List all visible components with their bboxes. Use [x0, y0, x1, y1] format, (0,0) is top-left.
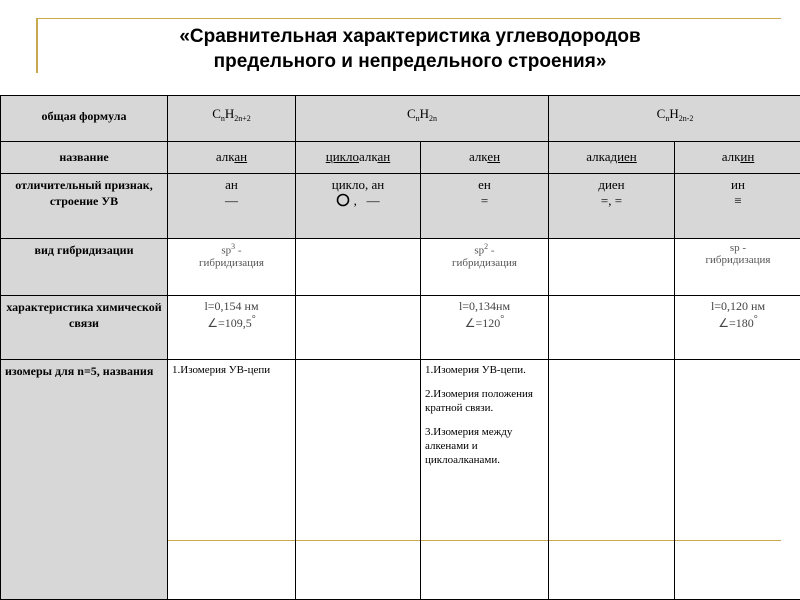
formula-alkene: $C_nH_{2n}$ [296, 96, 549, 142]
isomers-empty-1 [296, 360, 421, 600]
row-feature [1, 174, 800, 239]
bond-alkyne: l=0,120 нм ∠=180° [675, 296, 800, 360]
title-line-2: предельного и непредельного строения» [213, 51, 607, 72]
hybrid-empty-2 [549, 239, 675, 296]
decor-line-left [36, 18, 38, 73]
row-hybridization [1, 239, 800, 296]
row-label-hybridization: вид гибридизации [1, 239, 168, 296]
name-alkene: алкен [421, 142, 549, 174]
row-label-formula: общая формула [1, 96, 168, 142]
title-line-1: «Сравнительная характеристика углеводородов [179, 26, 641, 47]
isomer-item-2: 2.Изомерия положения кратной связи. [425, 388, 533, 414]
row-label-feature: отличительный признак, строение УВ [1, 174, 168, 239]
name-cycloalkane: циклоалкан [296, 142, 421, 174]
row-label-name: название [1, 142, 168, 174]
isomers-empty-3 [675, 360, 800, 600]
name-alkyne: алкин [675, 142, 800, 174]
hybrid-empty-1 [296, 239, 421, 296]
formula-alkane: $C_nH_{2n+2}$ [168, 96, 296, 142]
decor-line-top [36, 18, 781, 19]
hybrid-sp2: $sp^2$ - гибридизация [421, 239, 549, 296]
isomers-alkane: 1.Изомерия УВ-цепи [168, 360, 296, 600]
isomers-alkene [421, 360, 549, 600]
bond-empty-1 [296, 296, 421, 360]
feature-alkene: ен = [421, 174, 549, 239]
feature-alkyne: ин ≡ [675, 174, 800, 239]
comparison-table [0, 95, 800, 600]
isomers-empty-2 [549, 360, 675, 600]
feature-cycloalkane: цикло, ан , — [296, 174, 421, 239]
row-bond [1, 296, 800, 360]
name-alkane: алкан [168, 142, 296, 174]
name-alkadiene: алкадиен [549, 142, 675, 174]
row-label-isomers: изомеры для n=5, названия [1, 360, 168, 600]
row-name [1, 142, 800, 174]
page-title [60, 24, 760, 74]
ring-icon [336, 193, 350, 207]
hybrid-sp3: $sp^3$ - гибридизация [168, 239, 296, 296]
row-general-formula [1, 96, 800, 142]
isomer-item-1: 1.Изомерия УВ-цепи. [425, 364, 526, 376]
hybrid-sp: sp - гибридизация [675, 239, 800, 296]
bond-alkene: l=0,134нм ∠=120° [421, 296, 549, 360]
formula-alkyne: $C_nH_{2n-2}$ [549, 96, 800, 142]
feature-alkane: ан — [168, 174, 296, 239]
row-isomers [1, 360, 800, 600]
bond-alkane: l=0,154 нм ∠=109,5° [168, 296, 296, 360]
isomer-item-3: 3.Изомерия между алкенами и циклоалканами. [425, 426, 513, 466]
feature-alkadiene: диен =, = [549, 174, 675, 239]
row-label-bond: характеристика химической связи [1, 296, 168, 360]
bond-empty-2 [549, 296, 675, 360]
